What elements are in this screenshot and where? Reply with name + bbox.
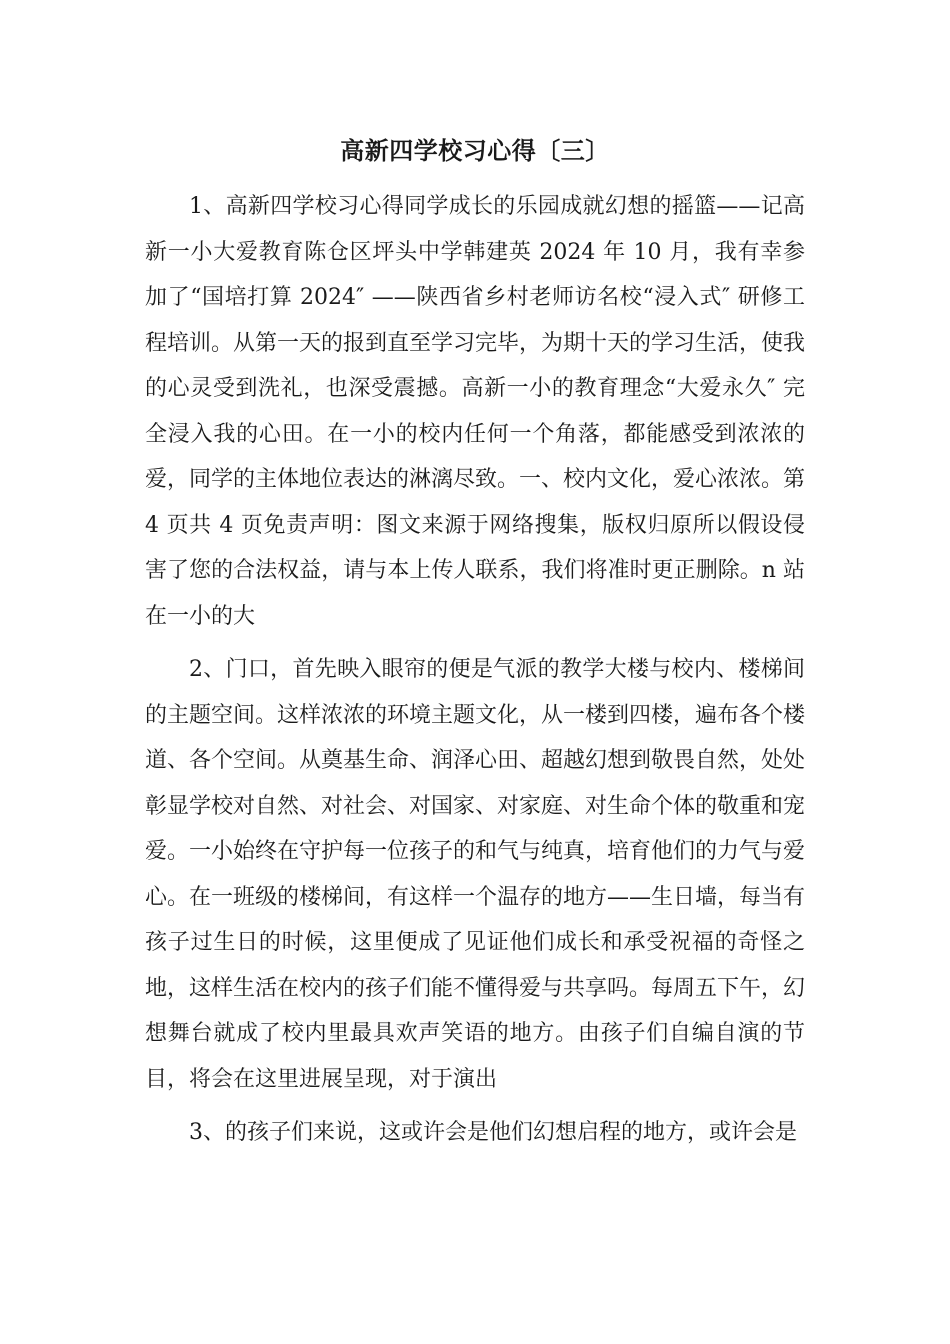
paragraph-2: 2、门口，首先映入眼帘的便是气派的教学大楼与校内、楼梯间的主题空间。这样浓浓的环境主题文化，从一楼到四楼，遍布各个楼道、各个空间。从奠基生命、润泽心田、超越幻想到敬畏自然，处处彰显学校对自然、对社会、对国家、对家庭、对生命个体的敬重和宠爱。一小始终在守护每一位孩子的和气与纯真，培育他们的力气与爱心。在一班级的楼梯间，有这样一个温存的地方——生日墙，每当有孩子过生日的时候，这里便成了见证他们成长和承受祝福的奇怪之地，这样生活在校内的孩子们能不懂得爱与共享吗。每周五下午，幻想舞台就成了校内里最具欢声笑语的地方。由孩子们自编自演的节目，将会在这里进展呈现，对于演出 xyxy=(145,657,806,1092)
paragraph-1: 1、高新四学校习心得同学成长的乐园成就幻想的摇篮——记高新一小大爱教育陈仓区坪头中学韩建英 2024 年 10 月，我有幸参加了“国培打算 2024″ ——陕西省乡村老师访名校“浸入式″ 研修工程培训。从第一天的报到直至学习完毕，为期十天的学习生活，使我的心灵受到洗礼，也深受震撼。高新一小的教育理念“大爱永久″ 完全浸入我的心田。在一小的校内任何一个角落，都能感受到浓浓的爱，同学的主体地位表达的淋漓尽致。一、校内文化，爱心浓浓。第 4 页共 4 页免责声明：图文来源于网络搜集，版权归原所以假设侵害了您的合法权益，请与本上传人联系，我们将准时更正删除。n 站在一小的大 xyxy=(145,194,806,629)
document-body xyxy=(145,184,805,1164)
paragraph-3: 3、的孩子们来说，这或许会是他们幻想启程的地方，或许会是 xyxy=(189,1120,797,1145)
document-title: 高新四学校习心得〔三〕 xyxy=(340,136,610,165)
